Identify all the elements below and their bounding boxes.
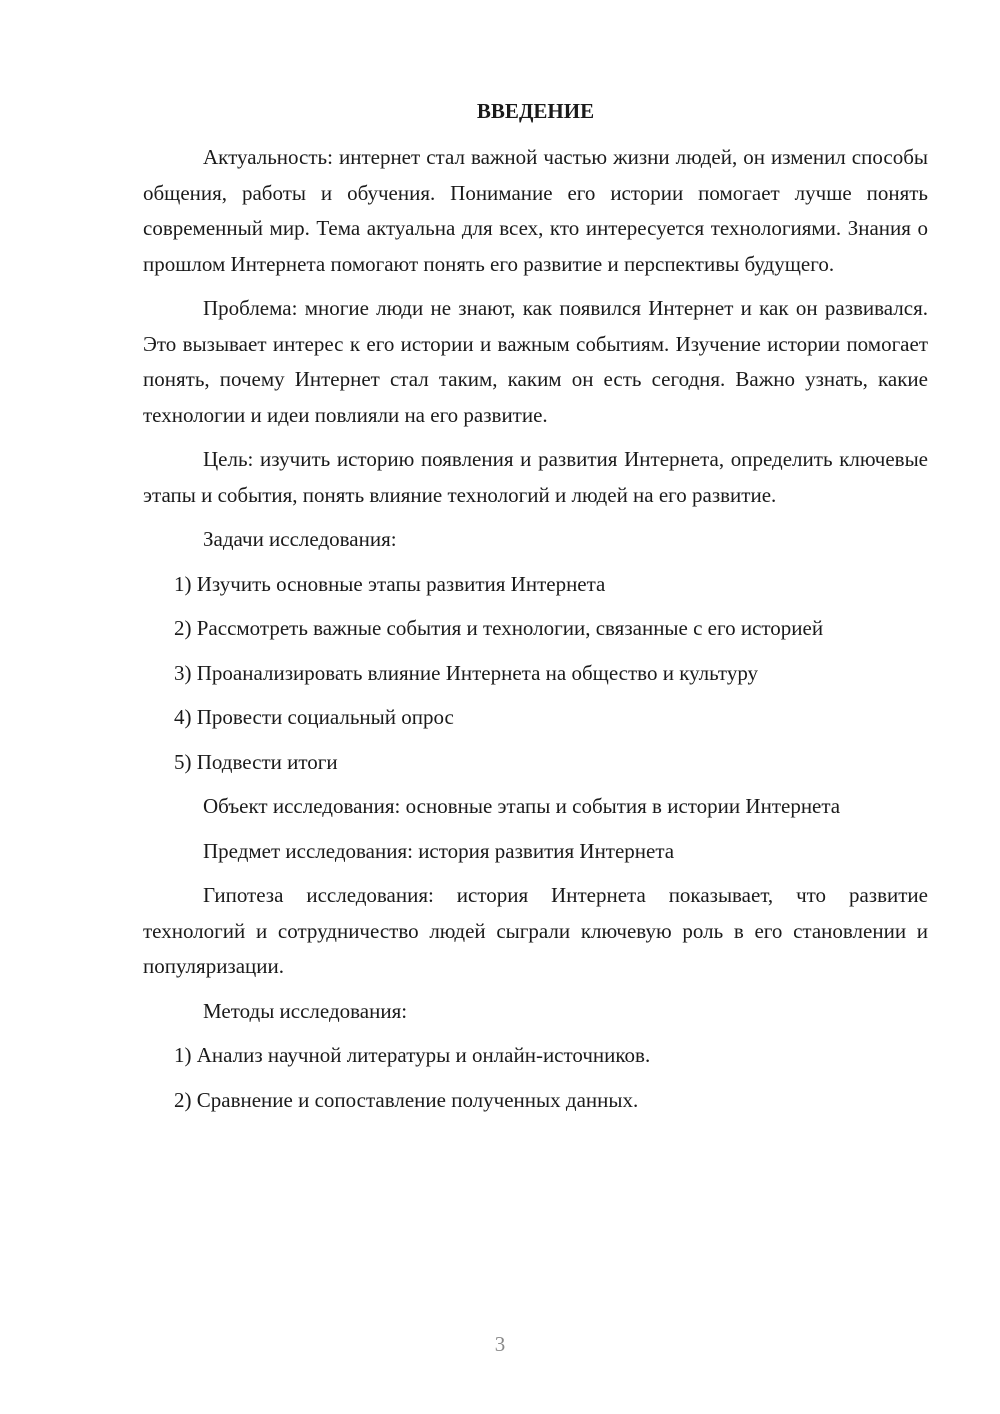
page-number: 3 bbox=[494, 1332, 506, 1356]
paragraph-goal: Цель: изучить историю появления и развития Интернета, определить ключевые этапы и события, понять влияние технологий и людей на его развитие. bbox=[143, 447, 928, 507]
paragraph-relevance: Актуальность: интернет стал важной частью жизни людей, он изменил способы общения, работы и обучения. Понимание его истории помогает лучше понять современный мир. Тема актуальна для всех, кто интересуется технологиями. Знания о прошлом Интернета помогают понять его развитие и перспективы будущего. bbox=[143, 145, 928, 276]
task-item: 5) Подвести итоги bbox=[174, 749, 338, 774]
task-item: 3) Проанализировать влияние Интернета на общество и культуру bbox=[174, 660, 759, 685]
task-item: 1) Изучить основные этапы развития Интернета bbox=[174, 571, 606, 596]
method-item: 1) Анализ научной литературы и онлайн-источников. bbox=[174, 1043, 651, 1067]
methods-heading: Методы исследования: bbox=[203, 998, 408, 1023]
paragraph-problem: Проблема: многие люди не знают, как появился Интернет и как он развивался. Это вызывает интерес к его истории и важным событиям. Изучение истории помогает понять, почему Интернет стал таким, каким он есть сегодня. Важно узнать, какие технологии и идеи повлияли на его развитие. bbox=[143, 296, 928, 427]
task-item: 4) Провести социальный опрос bbox=[174, 705, 454, 729]
document-page bbox=[143, 96, 928, 1127]
paragraph-subject: Предмет исследования: история развития Интернета bbox=[203, 838, 675, 863]
method-item: 2) Сравнение и сопоставление полученных данных. bbox=[174, 1087, 639, 1112]
section-title: ВВЕДЕНИЕ bbox=[476, 99, 595, 123]
task-item: 2) Рассмотреть важные события и технологии, связанные с его историей bbox=[174, 616, 824, 640]
tasks-heading: Задачи исследования: bbox=[203, 527, 397, 551]
paragraph-object: Объект исследования: основные этапы и события в истории Интернета bbox=[203, 794, 841, 818]
paragraph-hypothesis: Гипотеза исследования: история Интернета показывает, что развитие технологий и сотрудничество людей сыграли ключевую роль в его становлении и популяризации. bbox=[143, 883, 928, 978]
